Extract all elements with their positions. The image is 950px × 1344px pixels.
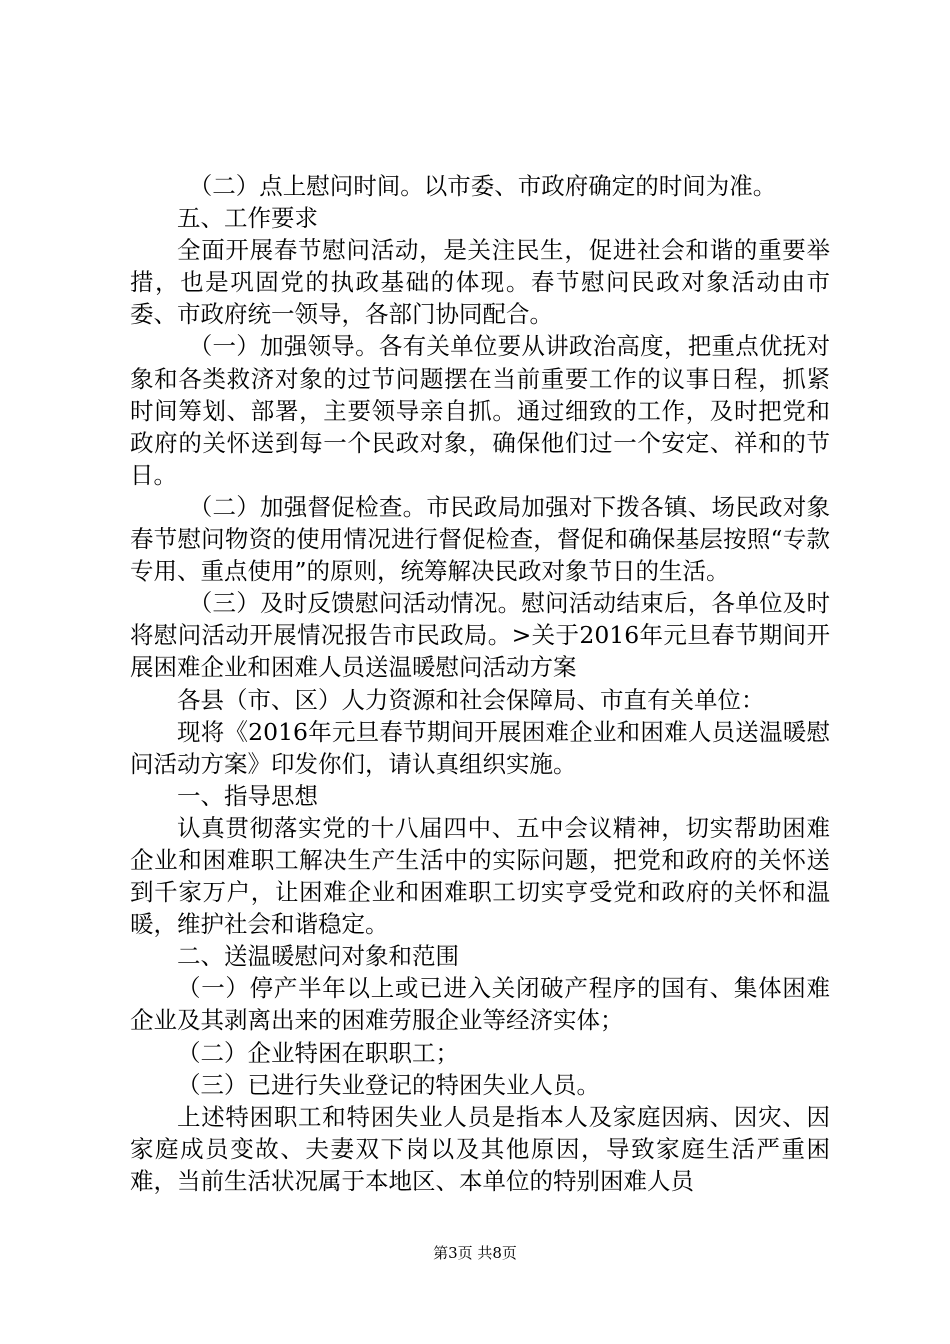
paragraph: 上述特困职工和特困失业人员是指本人及家庭因病、因灾、因家庭成员变故、夫妻双下岗以及其他原因，导致家庭生活严重困难，当前生活状况属于本地区、本单位的特别困难人员 <box>130 1102 830 1195</box>
paragraph: 现将《2016年元旦春节期间开展困难企业和困难人员送温暖慰问活动方案》印发你们，请认真组织实施。 <box>130 717 830 778</box>
paragraph: （一）加强领导。各有关单位要从讲政治高度，把重点优抚对象和各类救济对象的过节问题摆在当前重要工作的议事日程，抓紧时间筹划、部署，主要领导亲自抓。通过细致的工作，及时把党和政府的关怀送到每一个民政对象，确保他们过一个安定、祥和的节日。 <box>130 332 830 489</box>
paragraph: （二）加强督促检查。市民政局加强对下拨各镇、场民政对象春节慰问物资的使用情况进行督促检查，督促和确保基层按照“专款专用、重点使用”的原则，统筹解决民政对象节日的生活。 <box>130 492 830 586</box>
paragraph: 各县（市、区）人力资源和社会保障局、市直有关单位： <box>177 685 765 714</box>
section-heading: 五、工作要求 <box>177 204 318 233</box>
paragraph: （二）点上慰问时间。以市委、市政府确定的时间为准。 <box>188 172 777 200</box>
section-heading: 一、指导思想 <box>177 781 318 810</box>
paragraph: （三）已进行失业登记的特困失业人员。 <box>177 1070 600 1099</box>
paragraph: 全面开展春节慰问活动，是关注民生，促进社会和谐的重要举措，也是巩固党的执政基础的体现。春节慰问民政对象活动由市委、市政府统一领导，各部门协同配合。 <box>130 236 830 329</box>
section-heading: 二、送温暖慰问对象和范围 <box>177 942 459 971</box>
paragraph: 认真贯彻落实党的十八届四中、五中会议精神，切实帮助困难企业和困难职工解决生产生活中的实际问题，把党和政府的关怀送到千家万户，让困难企业和困难职工切实亨受党和政府的关怀和温暖，维护社会和谐稳定。 <box>130 813 830 939</box>
paragraph: （一）停产半年以上或已进入关闭破产程序的国有、集体困难企业及其剥离出来的困难劳服企业等经济实体； <box>130 974 830 1035</box>
paragraph: （三）及时反馈慰问活动情况。慰问活动结束后，各单位及时将慰问活动开展情况报告市民政局。>关于2016年元旦春节期间开展困难企业和困难人员送温暖慰问活动方案 <box>130 589 830 682</box>
document-body <box>130 170 830 1197</box>
paragraph: （二）企业特困在职职工； <box>177 1038 459 1067</box>
page-number-footer: 第3页 共8页 <box>433 1244 517 1262</box>
